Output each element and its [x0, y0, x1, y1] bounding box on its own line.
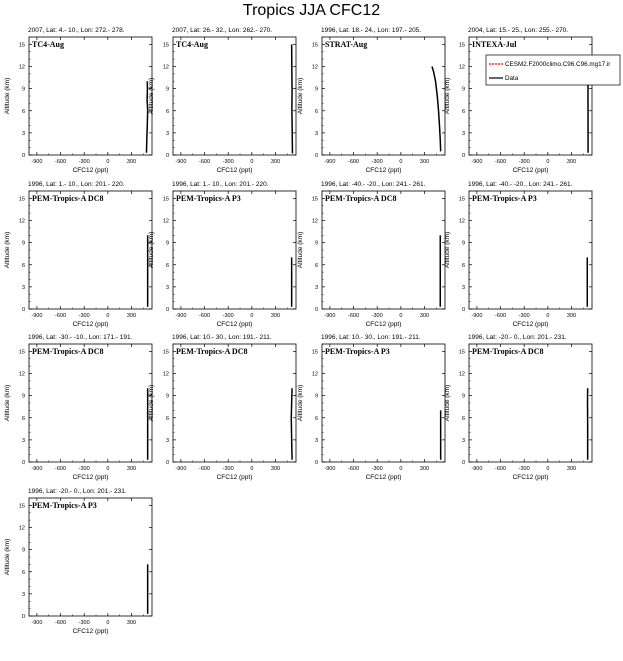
- chart-panel-4: [439, 22, 622, 200]
- y-tick-label: 6: [462, 263, 465, 269]
- x-tick-label: -900: [31, 620, 42, 626]
- plot-frame: [469, 344, 592, 462]
- legend: [486, 55, 620, 85]
- y-tick-label: 6: [462, 109, 465, 115]
- x-tick-label: 300: [567, 159, 576, 165]
- y-tick-label: 3: [166, 438, 169, 444]
- y-tick-label: 9: [315, 394, 318, 400]
- y-tick-label: 0: [166, 460, 169, 466]
- y-axis-label: Altitude (km): [4, 385, 11, 421]
- x-tick-label: 300: [127, 620, 136, 626]
- y-tick-label: 6: [315, 109, 318, 115]
- y-tick-label: 0: [166, 307, 169, 313]
- x-axis-label: CFC12 (ppt): [513, 321, 549, 328]
- y-axis-label: Altitude (km): [4, 232, 11, 268]
- y-tick-label: 15: [163, 196, 169, 202]
- x-axis-label: CFC12 (ppt): [73, 628, 109, 635]
- plot-frame: [173, 37, 296, 155]
- x-tick-label: 0: [106, 159, 109, 165]
- y-tick-label: 0: [315, 153, 318, 159]
- y-tick-label: 15: [19, 349, 25, 355]
- y-tick-label: 12: [459, 219, 465, 225]
- panel-header: 1996, Lat: -40.- -20., Lon: 241.- 261.: [468, 181, 573, 188]
- x-tick-label: -900: [31, 159, 42, 165]
- x-tick-label: -900: [31, 313, 42, 319]
- y-tick-label: 12: [459, 65, 465, 71]
- x-tick-label: -600: [55, 620, 66, 626]
- y-tick-label: 0: [462, 307, 465, 313]
- x-tick-label: 0: [106, 466, 109, 472]
- y-tick-label: 6: [22, 109, 25, 115]
- panel-header: 1996, Lat: 1.- 10., Lon: 201.- 220.: [28, 181, 125, 188]
- chart-panel-13: [0, 483, 182, 661]
- x-tick-label: -900: [471, 313, 482, 319]
- y-tick-label: 12: [459, 372, 465, 378]
- x-tick-label: -900: [31, 466, 42, 472]
- x-tick-label: -900: [324, 159, 335, 165]
- x-tick-label: -300: [519, 313, 530, 319]
- x-tick-label: -600: [495, 313, 506, 319]
- x-tick-label: 300: [271, 466, 280, 472]
- x-tick-label: 300: [127, 466, 136, 472]
- x-tick-label: -300: [519, 466, 530, 472]
- panel-header: 1996, Lat: -30.- -10., Lon: 171.- 191.: [28, 334, 133, 341]
- x-tick-label: -600: [199, 159, 210, 165]
- y-tick-label: 9: [22, 87, 25, 93]
- y-tick-label: 0: [22, 614, 25, 620]
- y-axis-label: Altitude (km): [297, 78, 304, 114]
- x-tick-label: -600: [495, 466, 506, 472]
- y-tick-label: 3: [22, 592, 25, 598]
- y-tick-label: 12: [19, 526, 25, 532]
- y-tick-label: 12: [312, 372, 318, 378]
- plot-frame: [322, 344, 445, 462]
- plot-frame: [469, 191, 592, 309]
- campaign-label: TC4-Aug: [32, 40, 64, 49]
- panel-header: 1996, Lat: -20.- 0., Lon: 201.- 231.: [28, 488, 127, 495]
- y-tick-label: 9: [462, 241, 465, 247]
- x-tick-label: -600: [199, 466, 210, 472]
- plot-frame: [29, 344, 152, 462]
- campaign-label: PEM-Tropics-A DC8: [32, 194, 103, 203]
- x-tick-label: -300: [223, 159, 234, 165]
- x-tick-label: -300: [372, 313, 383, 319]
- y-tick-label: 0: [462, 460, 465, 466]
- y-tick-label: 9: [166, 394, 169, 400]
- y-tick-label: 6: [315, 416, 318, 422]
- x-tick-label: -600: [348, 466, 359, 472]
- x-tick-label: -900: [324, 466, 335, 472]
- y-tick-label: 9: [166, 87, 169, 93]
- campaign-label: STRAT-Aug: [325, 40, 367, 49]
- y-axis-label: Altitude (km): [148, 385, 155, 421]
- x-tick-label: 0: [399, 466, 402, 472]
- plot-frame: [173, 344, 296, 462]
- x-axis-label: CFC12 (ppt): [366, 167, 402, 174]
- plot-frame: [173, 191, 296, 309]
- y-tick-label: 6: [22, 570, 25, 576]
- x-tick-label: 0: [106, 313, 109, 319]
- y-axis-label: Altitude (km): [444, 78, 451, 114]
- x-tick-label: 0: [546, 466, 549, 472]
- chart-panel-12: [439, 329, 622, 507]
- y-tick-label: 12: [312, 219, 318, 225]
- x-axis-label: CFC12 (ppt): [217, 167, 253, 174]
- y-tick-label: 12: [163, 219, 169, 225]
- y-tick-label: 12: [163, 65, 169, 71]
- y-tick-label: 15: [19, 196, 25, 202]
- x-tick-label: -300: [223, 313, 234, 319]
- y-tick-label: 3: [315, 285, 318, 291]
- y-tick-label: 9: [22, 241, 25, 247]
- x-tick-label: 0: [250, 466, 253, 472]
- y-tick-label: 15: [459, 42, 465, 48]
- x-tick-label: -900: [471, 159, 482, 165]
- campaign-label: PEM-Tropics-A P3: [325, 347, 390, 356]
- x-tick-label: 300: [420, 313, 429, 319]
- x-tick-label: -300: [79, 313, 90, 319]
- campaign-label: PEM-Tropics-A DC8: [325, 194, 396, 203]
- x-tick-label: 0: [399, 159, 402, 165]
- page-title: Tropics JJA CFC12: [0, 2, 623, 20]
- x-tick-label: 300: [127, 159, 136, 165]
- y-tick-label: 15: [163, 42, 169, 48]
- y-tick-label: 0: [22, 153, 25, 159]
- panel-header: 1996, Lat: -40.- -20., Lon: 241.- 261.: [321, 181, 426, 188]
- x-tick-label: 0: [250, 313, 253, 319]
- y-tick-label: 9: [22, 394, 25, 400]
- y-axis-label: Altitude (km): [4, 539, 11, 575]
- y-tick-label: 15: [312, 196, 318, 202]
- x-tick-label: -600: [55, 159, 66, 165]
- x-axis-label: CFC12 (ppt): [513, 474, 549, 481]
- y-tick-label: 6: [166, 109, 169, 115]
- y-axis-label: Altitude (km): [444, 385, 451, 421]
- y-tick-label: 6: [315, 263, 318, 269]
- x-axis-label: CFC12 (ppt): [217, 321, 253, 328]
- x-tick-label: 300: [271, 159, 280, 165]
- y-tick-label: 3: [315, 131, 318, 137]
- panel-header: 1996, Lat: 18.- 24., Lon: 197.- 205.: [321, 27, 421, 34]
- x-tick-label: -600: [199, 313, 210, 319]
- y-tick-label: 6: [22, 416, 25, 422]
- x-tick-label: -900: [324, 313, 335, 319]
- campaign-label: TC4-Aug: [176, 40, 208, 49]
- plot-frame: [29, 191, 152, 309]
- x-tick-label: -600: [55, 313, 66, 319]
- x-tick-label: 0: [250, 159, 253, 165]
- campaign-label: PEM-Tropics-A DC8: [32, 347, 103, 356]
- y-tick-label: 3: [315, 438, 318, 444]
- y-tick-label: 0: [166, 153, 169, 159]
- campaign-label: PEM-Tropics-A DC8: [176, 347, 247, 356]
- x-tick-label: -300: [79, 159, 90, 165]
- y-tick-label: 3: [22, 438, 25, 444]
- x-tick-label: 0: [106, 620, 109, 626]
- x-axis-label: CFC12 (ppt): [73, 321, 109, 328]
- y-tick-label: 3: [22, 131, 25, 137]
- x-tick-label: -300: [223, 466, 234, 472]
- x-tick-label: -900: [175, 159, 186, 165]
- chart-panel-8: [439, 176, 622, 354]
- plot-frame: [29, 37, 152, 155]
- campaign-label: PEM-Tropics-A P3: [176, 194, 241, 203]
- y-tick-label: 3: [462, 438, 465, 444]
- x-tick-label: 300: [567, 466, 576, 472]
- plot-frame: [29, 498, 152, 616]
- plot-frame: [322, 191, 445, 309]
- x-tick-label: 300: [271, 313, 280, 319]
- x-tick-label: -300: [519, 159, 530, 165]
- x-tick-label: -600: [55, 466, 66, 472]
- y-tick-label: 0: [462, 153, 465, 159]
- x-tick-label: -600: [348, 313, 359, 319]
- legend-entry: Data: [505, 75, 519, 82]
- panel-header: 1996, Lat: 1.- 10., Lon: 201.- 220.: [172, 181, 269, 188]
- campaign-label: PEM-Tropics-A P3: [472, 194, 537, 203]
- y-tick-label: 15: [459, 196, 465, 202]
- x-tick-label: 300: [127, 313, 136, 319]
- y-axis-label: Altitude (km): [444, 232, 451, 268]
- x-tick-label: -900: [175, 313, 186, 319]
- y-tick-label: 9: [166, 241, 169, 247]
- y-tick-label: 12: [19, 65, 25, 71]
- x-tick-label: 300: [420, 466, 429, 472]
- y-tick-label: 9: [315, 241, 318, 247]
- campaign-label: PEM-Tropics-A P3: [32, 501, 97, 510]
- y-tick-label: 12: [312, 65, 318, 71]
- legend-entry: CESM2.F2000climo.C96.C96.mg17.ir: [505, 61, 610, 68]
- y-tick-label: 15: [312, 349, 318, 355]
- y-tick-label: 9: [315, 87, 318, 93]
- x-axis-label: CFC12 (ppt): [217, 474, 253, 481]
- y-tick-label: 9: [462, 394, 465, 400]
- y-tick-label: 9: [22, 548, 25, 554]
- y-axis-label: Altitude (km): [4, 78, 11, 114]
- y-tick-label: 15: [163, 349, 169, 355]
- y-tick-label: 12: [19, 219, 25, 225]
- y-tick-label: 6: [462, 416, 465, 422]
- x-tick-label: -300: [372, 159, 383, 165]
- y-tick-label: 12: [19, 372, 25, 378]
- panel-header: 2004, Lat: 15.- 25., Lon: 255.- 270.: [468, 27, 568, 34]
- y-tick-label: 0: [315, 307, 318, 313]
- panel-header: 2007, Lat: 26.- 32., Lon: 262.- 270.: [172, 27, 272, 34]
- x-axis-label: CFC12 (ppt): [73, 474, 109, 481]
- x-tick-label: 0: [399, 313, 402, 319]
- x-axis-label: CFC12 (ppt): [366, 321, 402, 328]
- y-axis-label: Altitude (km): [297, 385, 304, 421]
- x-tick-label: -900: [175, 466, 186, 472]
- x-tick-label: -300: [372, 466, 383, 472]
- panel-header: 2007, Lat: 4.- 10., Lon: 272.- 278.: [28, 27, 125, 34]
- campaign-label: INTEXA-Jul: [472, 40, 517, 49]
- y-tick-label: 3: [166, 131, 169, 137]
- y-tick-label: 12: [163, 372, 169, 378]
- y-tick-label: 3: [166, 285, 169, 291]
- y-axis-label: Altitude (km): [148, 232, 155, 268]
- x-tick-label: 300: [567, 313, 576, 319]
- y-tick-label: 15: [312, 42, 318, 48]
- x-tick-label: -600: [495, 159, 506, 165]
- x-tick-label: 0: [546, 313, 549, 319]
- panel-header: 1996, Lat: 10.- 30., Lon: 191.- 211.: [172, 334, 272, 341]
- y-tick-label: 3: [462, 131, 465, 137]
- y-tick-label: 6: [166, 263, 169, 269]
- y-tick-label: 0: [315, 460, 318, 466]
- x-tick-label: 300: [420, 159, 429, 165]
- x-tick-label: -600: [348, 159, 359, 165]
- x-axis-label: CFC12 (ppt): [366, 474, 402, 481]
- y-tick-label: 0: [22, 307, 25, 313]
- plot-frame: [322, 37, 445, 155]
- y-tick-label: 3: [462, 285, 465, 291]
- y-tick-label: 0: [22, 460, 25, 466]
- y-tick-label: 9: [462, 87, 465, 93]
- x-tick-label: 0: [546, 159, 549, 165]
- x-axis-label: CFC12 (ppt): [513, 167, 549, 174]
- y-tick-label: 15: [19, 503, 25, 509]
- y-tick-label: 6: [166, 416, 169, 422]
- y-tick-label: 3: [22, 285, 25, 291]
- x-axis-label: CFC12 (ppt): [73, 167, 109, 174]
- x-tick-label: -300: [79, 620, 90, 626]
- x-tick-label: -300: [79, 466, 90, 472]
- panel-header: 1996, Lat: -20.- 0., Lon: 201.- 231.: [468, 334, 567, 341]
- y-tick-label: 15: [19, 42, 25, 48]
- panel-header: 1996, Lat: 10.- 30., Lon: 191.- 211.: [321, 334, 421, 341]
- campaign-label: PEM-Tropics-A DC8: [472, 347, 543, 356]
- x-tick-label: -900: [471, 466, 482, 472]
- y-axis-label: Altitude (km): [148, 78, 155, 114]
- y-axis-label: Altitude (km): [297, 232, 304, 268]
- y-tick-label: 15: [459, 349, 465, 355]
- y-tick-label: 6: [22, 263, 25, 269]
